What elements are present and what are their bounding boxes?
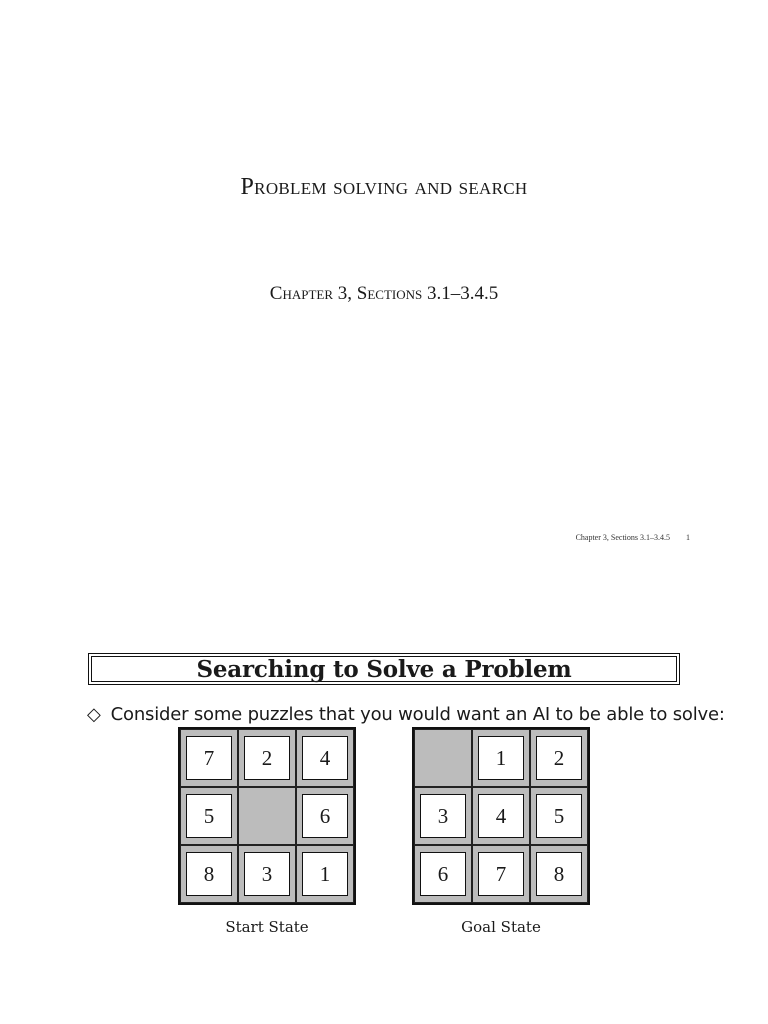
puzzle-tile: 7 [478,852,524,896]
puzzle-tile: 4 [478,794,524,838]
puzzle-cell [472,729,530,787]
puzzle-cell [472,845,530,903]
puzzle-cell [472,787,530,845]
puzzle-cell [238,729,296,787]
puzzle-cell [296,729,354,787]
puzzle-tile: 2 [536,736,582,780]
puzzle-cell [414,787,472,845]
section-heading: Searching to Solve a Problem [196,655,572,683]
puzzle-tile: 3 [244,852,290,896]
puzzle-tile: 3 [420,794,466,838]
puzzle-tile: 1 [478,736,524,780]
page-footer [500,533,690,542]
puzzle-cell [180,845,238,903]
puzzle-cell [238,845,296,903]
puzzle-cell [530,729,588,787]
slide-subtitle: Chapter 3, Sections 3.1–3.4.5 [269,283,499,304]
section-heading-inner-border [91,656,677,682]
puzzle-blank-cell [238,787,296,845]
puzzle-tile: 7 [186,736,232,780]
puzzle-cell [414,845,472,903]
puzzle-tile: 6 [302,794,348,838]
puzzle-cell [530,845,588,903]
section-heading-box [88,653,680,685]
puzzle-cell [296,787,354,845]
footer-text: Chapter 3, Sections 3.1–3.4.5 [575,533,670,542]
puzzle-cell [530,787,588,845]
puzzle-cell [296,845,354,903]
bullet-item [87,704,725,725]
start-state-puzzle [178,727,356,905]
puzzle-tile: 8 [536,852,582,896]
puzzle-tile: 4 [302,736,348,780]
puzzle-tile: 6 [420,852,466,896]
puzzle-blank-cell [414,729,472,787]
puzzle-tile: 5 [536,794,582,838]
slide-title: Problem solving and search [240,174,528,200]
puzzle-tile: 8 [186,852,232,896]
puzzle-tile: 5 [186,794,232,838]
puzzle-tile: 2 [244,736,290,780]
bullet-text: Consider some puzzles that you would want an AI to be able to solve: [110,704,725,725]
start-state-caption: Start State [225,918,309,936]
puzzle-cell [180,787,238,845]
goal-state-puzzle [412,727,590,905]
puzzle-tile: 1 [302,852,348,896]
page-number: 1 [686,533,690,542]
diamond-bullet-icon: ◇ [87,704,101,725]
goal-state-caption: Goal State [461,918,541,936]
puzzle-cell [180,729,238,787]
